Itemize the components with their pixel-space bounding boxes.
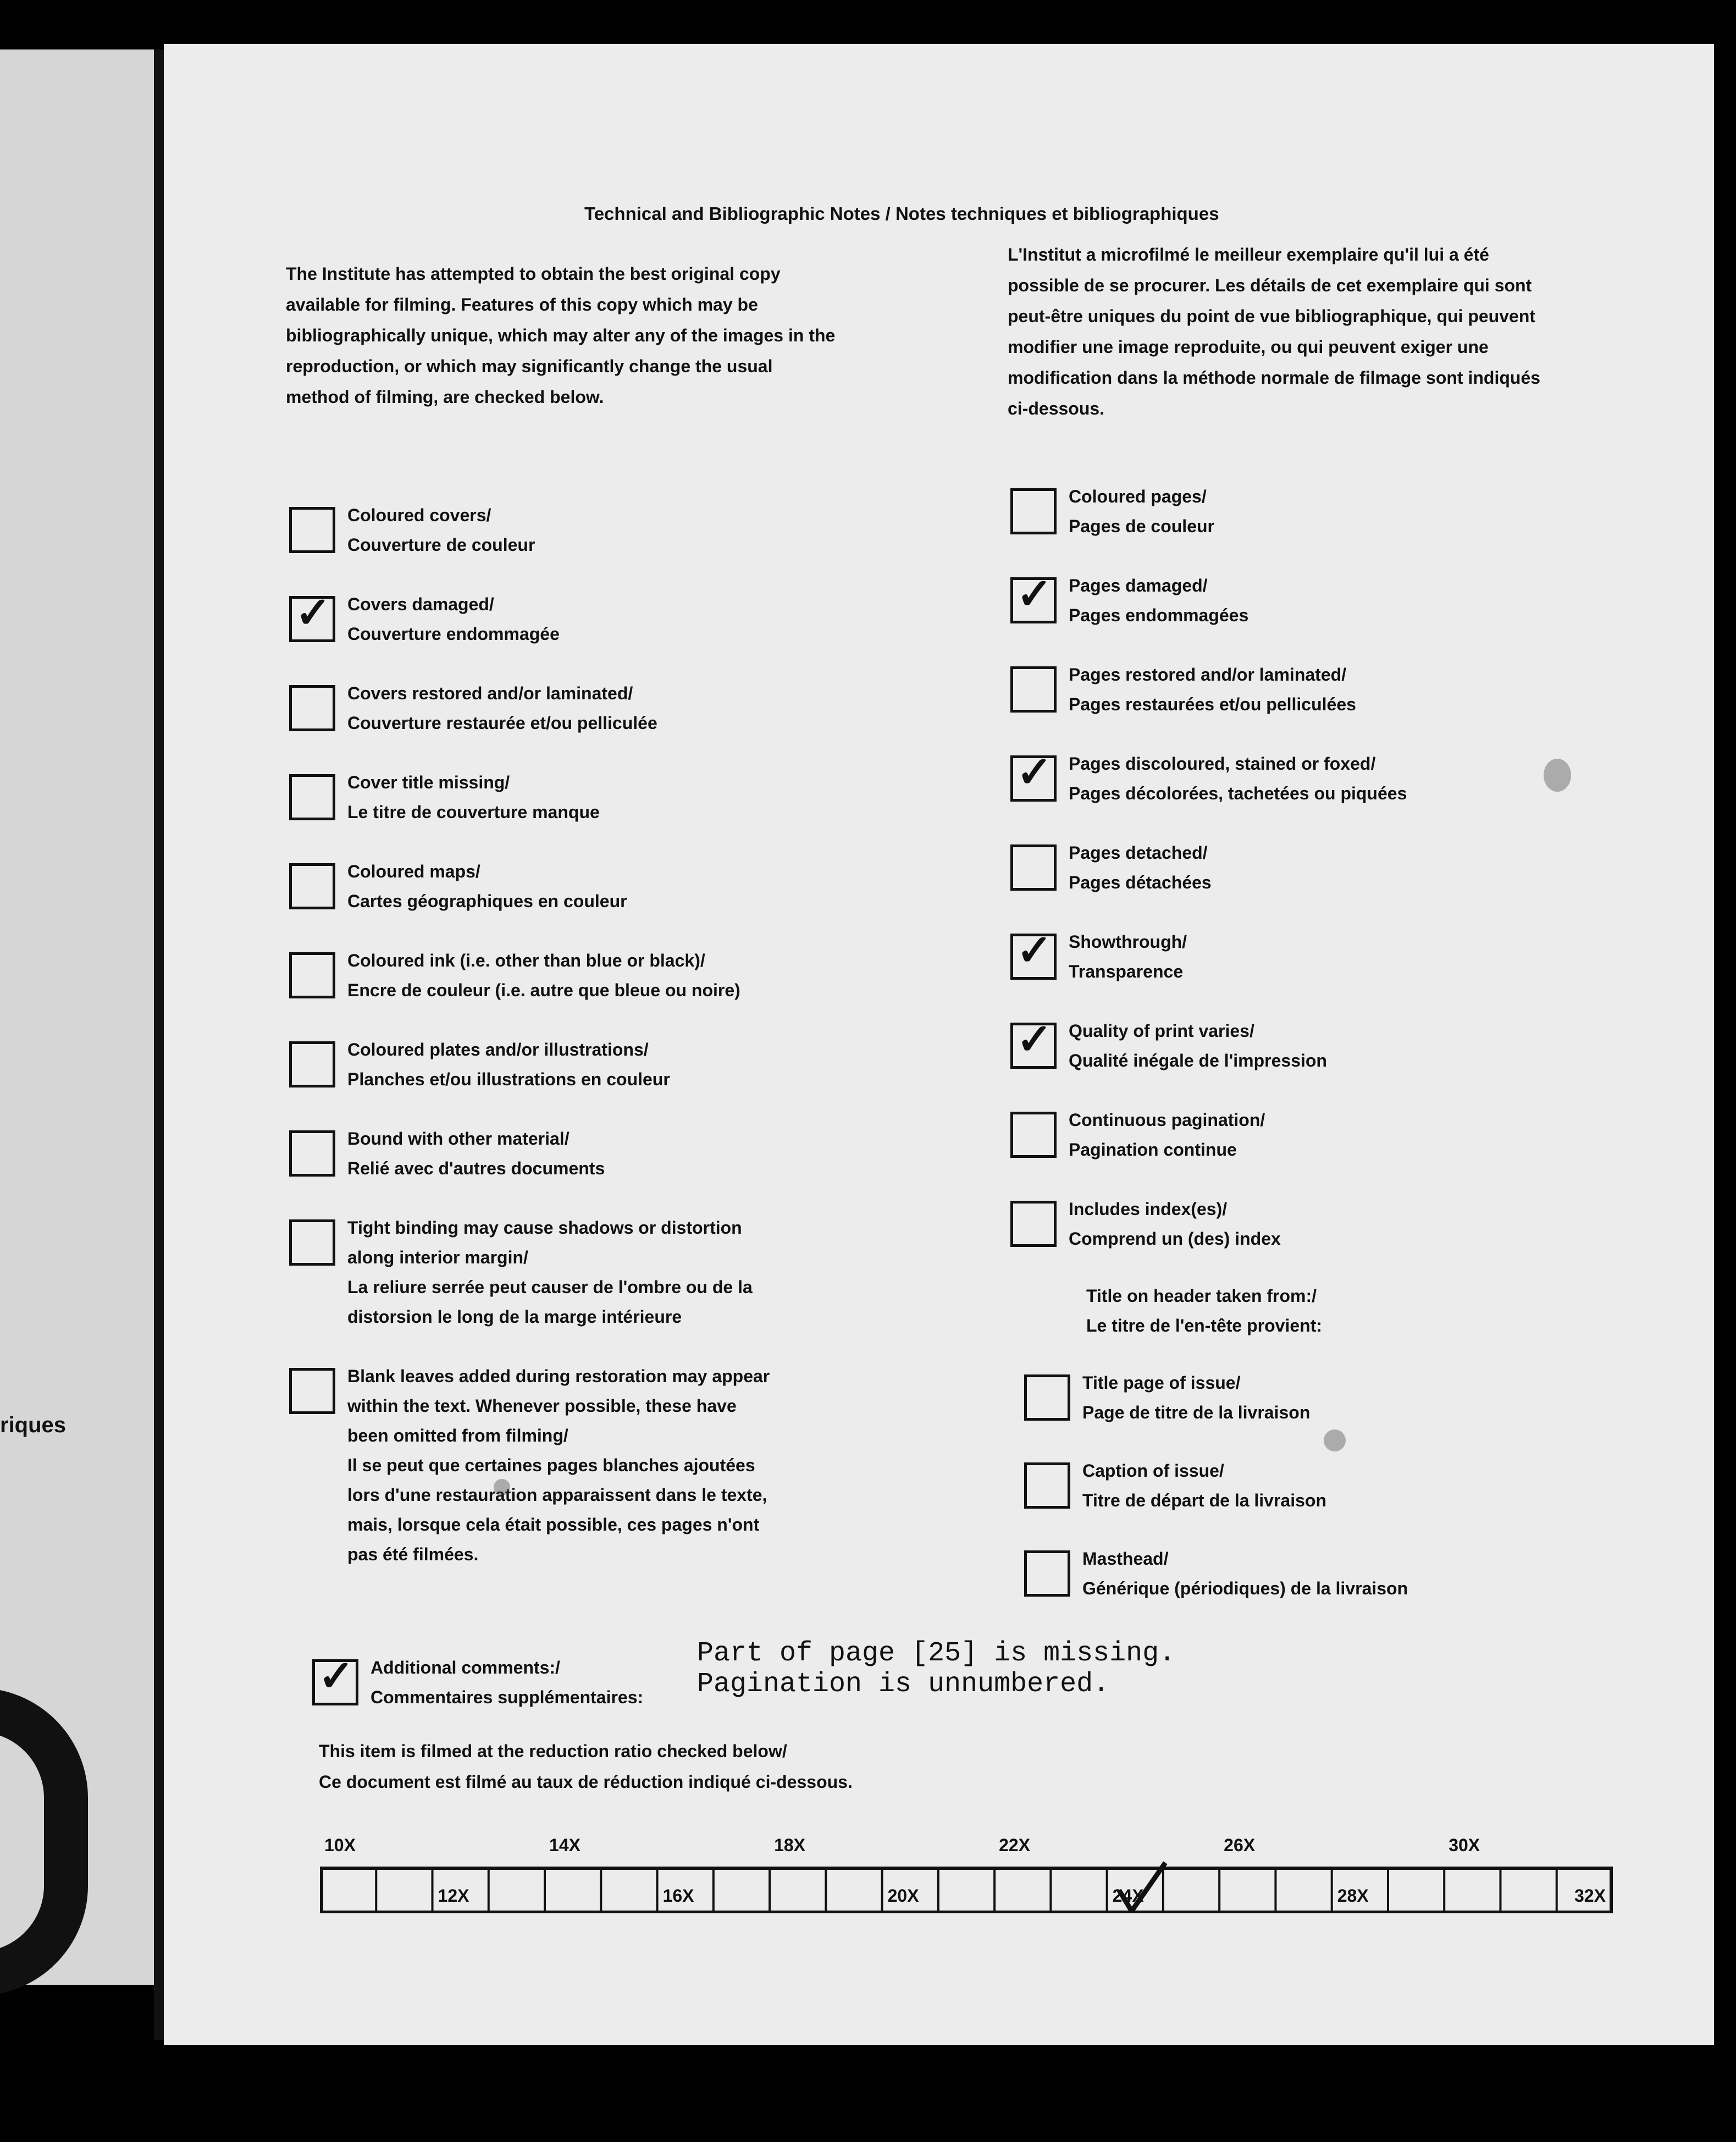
checklist-label-line: Showthrough/ <box>1069 932 1187 952</box>
checklist-label <box>347 857 627 916</box>
checklist-label <box>1082 1544 1408 1603</box>
checklist-label <box>347 1035 670 1094</box>
checklist-label-line: Pages discoloured, stained or foxed/ <box>1069 754 1376 774</box>
reduction-ratio-line: Ce document est filmé au taux de réduction indiqué ci-dessous. <box>319 1772 853 1792</box>
checklist-label <box>1069 927 1187 986</box>
comment-line: Part of page [25] is missing. <box>697 1638 1176 1669</box>
checkbox[interactable] <box>289 1130 335 1177</box>
checklist-label-line: Pages décolorées, tachetées ou piquées <box>1069 783 1407 803</box>
book-spine <box>154 49 164 2040</box>
checklist-label <box>1069 1194 1281 1254</box>
checklist-label-line: Coloured plates and/or illustrations/ <box>347 1040 649 1059</box>
checkbox[interactable] <box>1010 1201 1057 1247</box>
checklist-label-line: Planches et/ou illustrations en couleur <box>347 1069 670 1089</box>
checklist-label-line: La reliure serrée peut causer de l'ombre ou de la <box>347 1277 753 1297</box>
technical-notes-page <box>164 44 1714 2045</box>
ratio-label: 30X <box>1448 1835 1480 1855</box>
checklist-label <box>1069 660 1356 719</box>
checklist-label-line: Blank leaves added during restoration may appear <box>347 1366 770 1386</box>
intro-english: The Institute has attempted to obtain the best original copy available for filming. Features of this copy which may be bibliographically unique, which may alter any of the images in the reproduction, or which may significantly change the usual method of filming, are checked below. <box>286 264 836 407</box>
checklist-label <box>1082 1368 1310 1427</box>
checklist-label-line: Comprend un (des) index <box>1069 1229 1281 1249</box>
ratio-grid <box>320 1831 1613 1913</box>
ratio-label: 28X <box>1337 1886 1369 1906</box>
checklist-label-line: Includes index(es)/ <box>1069 1199 1228 1219</box>
checklist-label-line: lors d'une restauration apparaissent dans le texte, <box>347 1485 767 1505</box>
checklist-label <box>1069 1105 1265 1164</box>
checkbox[interactable] <box>289 685 335 731</box>
checklist-label-line: Coloured maps/ <box>347 862 480 881</box>
ratio-label: 20X <box>887 1886 919 1906</box>
checkbox[interactable] <box>289 507 335 553</box>
page-title: Technical and Bibliographic Notes / Notes techniques et bibliographiques <box>584 203 1219 224</box>
checklist-label-line: Couverture de couleur <box>347 535 535 555</box>
previous-page-strip <box>0 49 154 1985</box>
checklist-label <box>347 1361 770 1569</box>
checkbox[interactable] <box>1010 844 1057 891</box>
checklist-label-line: Covers damaged/ <box>347 594 494 614</box>
checklist-label <box>347 768 600 827</box>
checklist-label-line: Pagination continue <box>1069 1140 1237 1160</box>
checklist-label-line: pas été filmées. <box>347 1544 479 1564</box>
checklist-label-line: Pages de couleur <box>1069 516 1214 536</box>
checklist-label-line: Pages damaged/ <box>1069 576 1208 595</box>
checklist-label-line: Commentaires supplémentaires: <box>371 1687 644 1707</box>
checkbox[interactable] <box>1010 1015 1057 1069</box>
checklist-label-line: Transparence <box>1069 962 1184 981</box>
checkbox[interactable] <box>289 1041 335 1087</box>
checklist-label <box>347 1213 753 1332</box>
checkbox[interactable] <box>289 1368 335 1414</box>
checklist-label <box>347 678 657 738</box>
checklist-label-line: Couverture restaurée et/ou pelliculée <box>347 713 657 733</box>
checklist-label-line: Quality of print varies/ <box>1069 1021 1254 1041</box>
checklist-label-line: Le titre de couverture manque <box>347 802 600 822</box>
checkbox[interactable] <box>1024 1550 1070 1597</box>
ratio-grid-frame <box>322 1868 1611 1912</box>
checklist-label <box>1069 571 1248 630</box>
checklist-label-line: Pages detached/ <box>1069 843 1208 863</box>
checklist-label-line: Coloured covers/ <box>347 505 491 525</box>
header-note-line: Title on header taken from:/ <box>1086 1286 1317 1306</box>
ratio-label: 26X <box>1224 1835 1256 1855</box>
checklist-label-line: Coloured pages/ <box>1069 487 1207 506</box>
checklist-label <box>347 500 535 560</box>
ratio-label: 10X <box>324 1835 356 1855</box>
checkbox[interactable] <box>1010 748 1057 802</box>
checklist-label-line: Encre de couleur (i.e. autre que bleue ou noire) <box>347 980 740 1000</box>
check-mark-icon: ✓ <box>1016 1015 1053 1063</box>
checklist-label-line: mais, lorsque cela était possible, ces pages n'ont <box>347 1515 760 1534</box>
checkbox[interactable] <box>289 774 335 820</box>
ratio-label: 32X <box>1574 1886 1606 1906</box>
ratio-label: 22X <box>999 1835 1031 1855</box>
comment-line: Pagination is unnumbered. <box>697 1669 1110 1700</box>
checklist-label-line: Continuous pagination/ <box>1069 1110 1265 1130</box>
checklist-label-line: Pages détachées <box>1069 873 1212 892</box>
previous-page-large-glyph <box>0 1688 88 1996</box>
check-mark-icon: ✓ <box>1016 570 1053 618</box>
checklist-label-line: been omitted from filming/ <box>347 1426 568 1445</box>
checklist-label-line: Coloured ink (i.e. other than blue or black)/ <box>347 951 705 970</box>
check-mark-icon: ✓ <box>295 588 331 637</box>
checklist-label <box>347 1124 605 1183</box>
header-note-line: Le titre de l'en-tête provient: <box>1086 1316 1322 1335</box>
checklist-label-line: Cover title missing/ <box>347 772 510 792</box>
foxing-spot <box>1324 1429 1346 1451</box>
checklist-label-line: Couverture endommagée <box>347 624 560 644</box>
checkbox[interactable] <box>1010 570 1057 623</box>
checklist-label-line: Masthead/ <box>1082 1549 1169 1569</box>
checklist-label-line: Pages endommagées <box>1069 605 1249 625</box>
previous-page-fragment: riques <box>0 1413 67 1437</box>
checkbox[interactable] <box>1024 1374 1070 1421</box>
reduction-ratio-line: This item is filmed at the reduction ratio checked below/ <box>319 1741 787 1761</box>
checklist-label-line: distorsion le long de la marge intérieure <box>347 1307 682 1327</box>
checkbox[interactable] <box>312 1652 358 1705</box>
checklist-label-line: Additional comments:/ <box>371 1658 560 1677</box>
checklist-label-line: Pages restaurées et/ou pelliculées <box>1069 694 1356 714</box>
checkbox[interactable] <box>289 863 335 909</box>
checkbox[interactable] <box>1010 666 1057 713</box>
check-mark-icon: ✓ <box>1016 748 1053 796</box>
reduction-ratio-text <box>319 1736 853 1797</box>
checkbox[interactable] <box>289 1219 335 1266</box>
checkbox[interactable] <box>1010 1112 1057 1158</box>
checklist-label-line: Titre de départ de la livraison <box>1082 1490 1326 1510</box>
header-note <box>1086 1281 1322 1340</box>
ratio-label: 18X <box>774 1835 806 1855</box>
checkbox[interactable] <box>1024 1462 1070 1509</box>
checklist-label-line: Cartes géographiques en couleur <box>347 891 627 911</box>
additional-comments-text <box>697 1638 1175 1700</box>
ratio-label: 24X <box>1112 1886 1144 1906</box>
checklist-label <box>1069 1016 1327 1075</box>
ratio-label: 14X <box>549 1835 580 1855</box>
checklist-label <box>347 589 560 649</box>
checkbox[interactable] <box>289 952 335 998</box>
ratio-label: 12X <box>438 1886 469 1906</box>
checklist-label-line: Qualité inégale de l'impression <box>1069 1051 1327 1070</box>
checklist-label-line: Bound with other material/ <box>347 1129 570 1149</box>
checklist-label-line: Page de titre de la livraison <box>1082 1403 1311 1422</box>
checklist-label-line: Title page of issue/ <box>1082 1373 1241 1393</box>
checklist-label <box>1069 749 1407 808</box>
checklist-label <box>1082 1456 1326 1515</box>
checklist-label-line: Covers restored and/or laminated/ <box>347 683 633 703</box>
reduction-ratio-scale <box>320 1831 1613 1913</box>
checklist-label-line: Caption of issue/ <box>1082 1461 1224 1481</box>
checklist-label-line: within the text. Whenever possible, these have <box>347 1396 737 1416</box>
checklist-label-line: Relié avec d'autres documents <box>347 1158 605 1178</box>
ratio-label: 16X <box>662 1886 694 1906</box>
intro-french: L'Institut a microfilmé le meilleur exemplaire qu'il lui a été possible de se procurer. Les détails de cet exemplaire qui sont peut-être uniques du point de vue bibliographique, qui peuvent modifier une image reproduite, ou qui peuvent exiger une modification dans la méthode normale de filmage sont indiqués ci-dessous. <box>1008 245 1541 418</box>
checklist-label-line: Générique (périodiques) de la livraison <box>1082 1578 1408 1598</box>
check-mark-icon: ✓ <box>1016 926 1053 974</box>
check-mark-icon: ✓ <box>318 1652 355 1700</box>
checklist-label-line: along interior margin/ <box>347 1247 528 1267</box>
checklist-label-line: Pages restored and/or laminated/ <box>1069 665 1347 684</box>
checklist-label <box>1069 838 1212 897</box>
foxing-spot <box>1544 759 1571 792</box>
checkbox[interactable] <box>1010 926 1057 980</box>
checkbox[interactable] <box>1010 488 1057 534</box>
checklist-label-line: Il se peut que certaines pages blanches ajoutées <box>347 1455 755 1475</box>
checklist-label <box>347 946 740 1005</box>
checklist-label-line: Tight binding may cause shadows or distortion <box>347 1218 742 1238</box>
foxing-spot <box>494 1479 510 1495</box>
checklist-label <box>371 1653 643 1712</box>
checkbox[interactable] <box>289 588 335 642</box>
checklist-label <box>1069 482 1214 541</box>
